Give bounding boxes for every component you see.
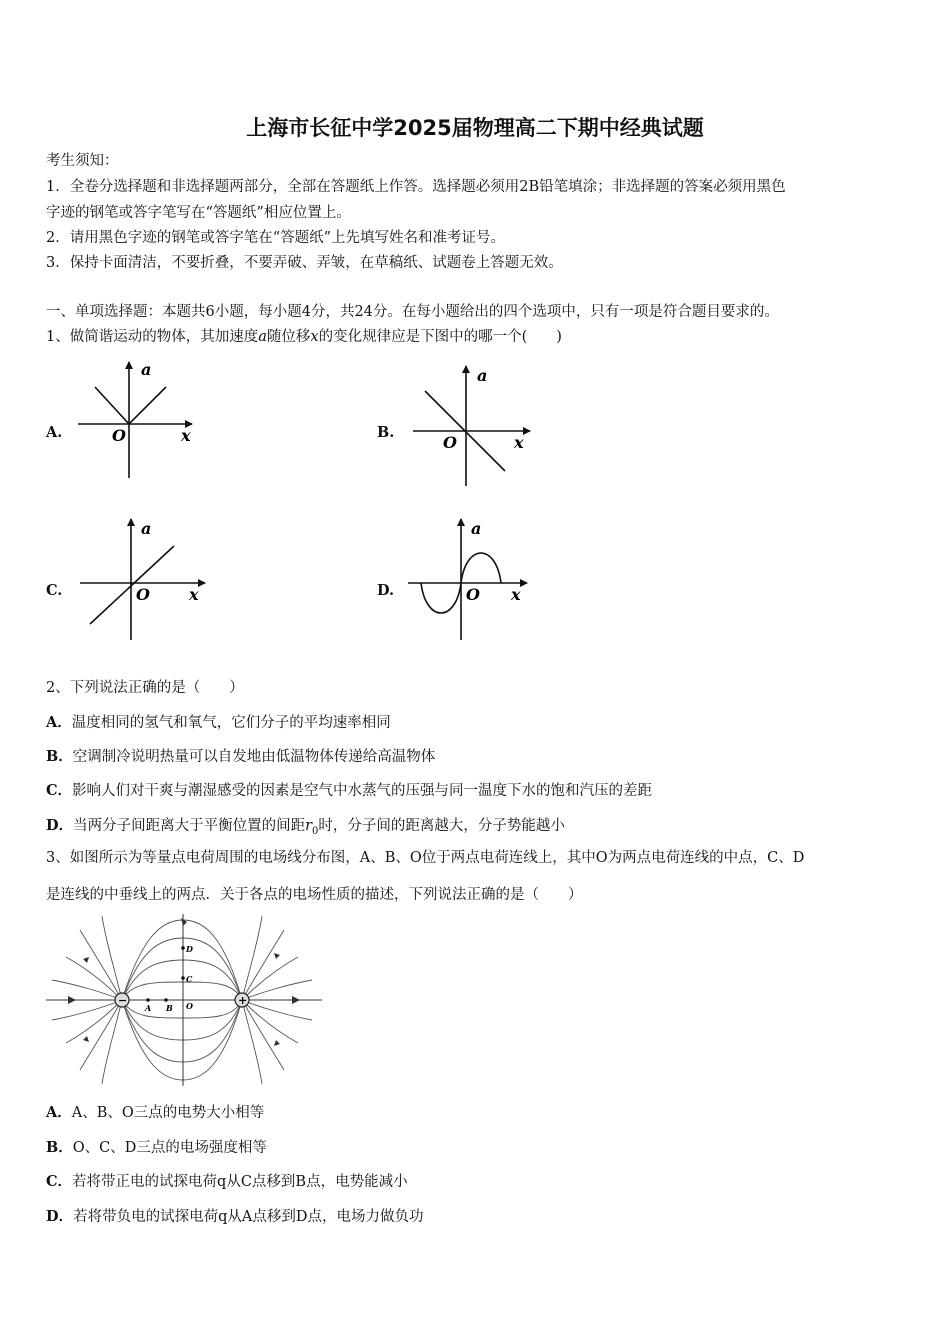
label-c: C <box>186 974 193 984</box>
graph-b-axis-y: a <box>477 366 488 385</box>
notice-item: 字迹的钢笔或答字笔写在“答题纸”相应位置上。 <box>46 205 351 221</box>
graph-c-axis-x: x <box>189 585 199 604</box>
label-b: B <box>166 1003 173 1013</box>
q2-option-d: D．当两分子间距离大于平衡位置的间距$r_0$时，分子间的距离越大，分子势能越小 <box>46 817 565 837</box>
q2-option-c: C．影响人们对干爽与潮湿感受的因素是空气中水蒸气的压强与同一温度下水的饱和汽压的差距 <box>46 782 653 799</box>
graph-b <box>413 366 530 486</box>
notice-item: 2．请用黑色字迹的钢笔或答字笔在“答题纸”上先填写姓名和准考证号。 <box>46 230 506 246</box>
graph-d-origin: O <box>466 585 480 604</box>
q3-option-d: D．若将带负电的试探电荷q从A点移到D点，电场力做负功 <box>46 1208 424 1225</box>
graph-a <box>78 362 192 478</box>
graph-c-label: C. <box>46 582 63 599</box>
page-title: 上海市长征中学2025届物理高二下期中经典试题 <box>246 116 704 140</box>
point-a <box>146 998 150 1002</box>
graph-d <box>408 519 527 640</box>
graph-b-axis-x: x <box>514 433 524 452</box>
q2-option-a: A．温度相同的氢气和氧气，它们分子的平均速率相同 <box>46 714 391 731</box>
label-o: O <box>186 1001 193 1011</box>
notice-item: 3．保持卡面清洁，不要折叠，不要弄破、弄皱，在草稿纸、试题卷上答题无效。 <box>46 255 563 271</box>
section-heading: 一、单项选择题：本题共6小题，每小题4分，共24分。在每小题给出的四个选项中，只有一项是符合题目要求的。 <box>46 304 779 320</box>
point-d <box>181 946 185 950</box>
graph-a-axis-y: a <box>141 360 152 379</box>
point-c <box>181 976 185 980</box>
label-d: D <box>186 944 193 954</box>
graph-d-axis-y: a <box>471 519 482 538</box>
graph-b-origin: O <box>443 433 457 452</box>
notice-heading: 考生须知： <box>46 153 119 169</box>
graph-d-axis-x: x <box>511 585 521 604</box>
graph-c-origin: O <box>136 585 150 604</box>
question-1-stem: 1、做简谐运动的物体，其加速度a随位移x的变化规律应是下图中的哪一个( ) <box>46 329 562 345</box>
graph-d-label: D. <box>377 582 395 599</box>
notice-item: 1．全卷分选择题和非选择题两部分，全部在答题纸上作答。选择题必须用2B铅笔填涂；非选择题的答案必须用黑色 <box>46 179 786 195</box>
graph-a-label: A. <box>46 424 63 441</box>
question-2-stem: 2、下列说法正确的是（ ） <box>46 680 244 696</box>
graph-a-origin: O <box>112 426 126 445</box>
point-b <box>164 998 168 1002</box>
question-3-stem-line2: 是连线的中垂线上的两点．关于各点的电场性质的描述，下列说法正确的是（ ） <box>46 887 583 903</box>
graph-b-label: B. <box>377 424 395 441</box>
positive-charge-sign: + <box>238 994 248 1007</box>
q2-option-b: B．空调制冷说明热量可以自发地由低温物体传递给高温物体 <box>46 748 436 765</box>
electric-field-figure <box>44 912 324 1088</box>
graph-c-axis-y: a <box>141 519 152 538</box>
q3-option-c: C．若将带正电的试探电荷q从C点移到B点，电势能减小 <box>46 1173 408 1190</box>
label-a: A <box>145 1003 152 1013</box>
q3-option-a: A．A、B、O三点的电势大小相等 <box>46 1104 265 1121</box>
negative-charge-sign: − <box>118 994 128 1007</box>
graph-a-axis-x: x <box>181 426 191 445</box>
question-3-stem-line1: 3、如图所示为等量点电荷周围的电场线分布图，A、B、O位于两点电荷连线上，其中O为两点电荷连线的中点，C、D <box>46 850 805 866</box>
q3-option-b: B．O、C、D三点的电场强度相等 <box>46 1139 267 1156</box>
